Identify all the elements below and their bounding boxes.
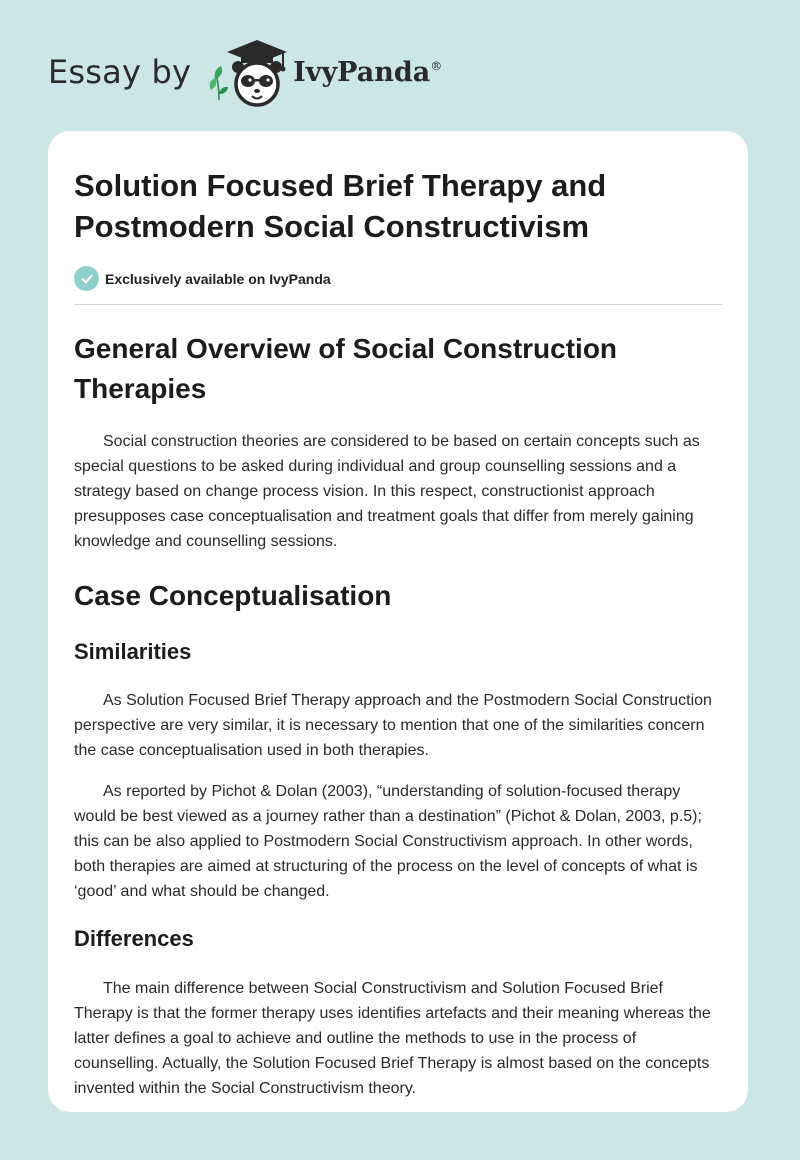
section-heading-case-conceptualisation: Case Conceptualisation — [74, 580, 392, 611]
paragraph-differences: The main difference between Social Constructivism and Solution Focused Brief Therapy is that the former therapy uses identifies artefacts and their meaning whereas the latter defines a goal to achieve and outline the methods to use in the process of counselling. Actually, the Solution Focused Brief Therapy is almost based on the concepts invented within the Social Constructivism theory. — [74, 980, 711, 1097]
paragraph-similarities-1: As Solution Focused Brief Therapy approach and the Postmodern Social Construction perspective are very similar, it is necessary to mention that one of the similarities concern the case conceptualisation used in both therapies. — [74, 692, 712, 759]
paragraph-similarities-2: As reported by Pichot & Dolan (2003), “understanding of solution-focused therapy would be best viewed as a journey rather than a destination” (Pichot & Dolan, 2003, p.5); this can be also applied to Postmodern Social Constructivism approach. In other words, both therapies are aimed at structuring of the process on the level of concepts of what is ‘good’ and what should be changed. — [74, 783, 702, 900]
section-heading-overview: General Overview of Social Construction Therapies — [74, 333, 618, 404]
brand-name[interactable]: IvyPanda® — [293, 56, 443, 88]
essay-title: Solution Focused Brief Therapy and Postmodern Social Constructivism — [74, 168, 607, 244]
subheading-similarities: Similarities — [74, 639, 192, 664]
subheading-differences: Differences — [74, 926, 194, 951]
registered-mark: ® — [430, 58, 443, 73]
check-circle-icon — [74, 266, 99, 291]
panda-logo-icon[interactable] — [205, 34, 295, 110]
paragraph-overview: Social construction theories are considered to be based on certain concepts such as special questions to be asked during individual and group counselling sessions and a strategy based on change process vision. In this respect, constructionist approach presupposes case conceptualisation and treatment goals that differ from merely gaining knowledge and counselling sessions. — [74, 433, 700, 550]
title-divider — [74, 304, 722, 305]
brand-prefix: Essay by — [48, 53, 192, 91]
brand-header — [48, 34, 442, 110]
exclusive-label: Exclusively available on IvyPanda — [105, 270, 331, 287]
essay-card — [48, 131, 748, 1112]
exclusive-badge — [74, 266, 722, 291]
